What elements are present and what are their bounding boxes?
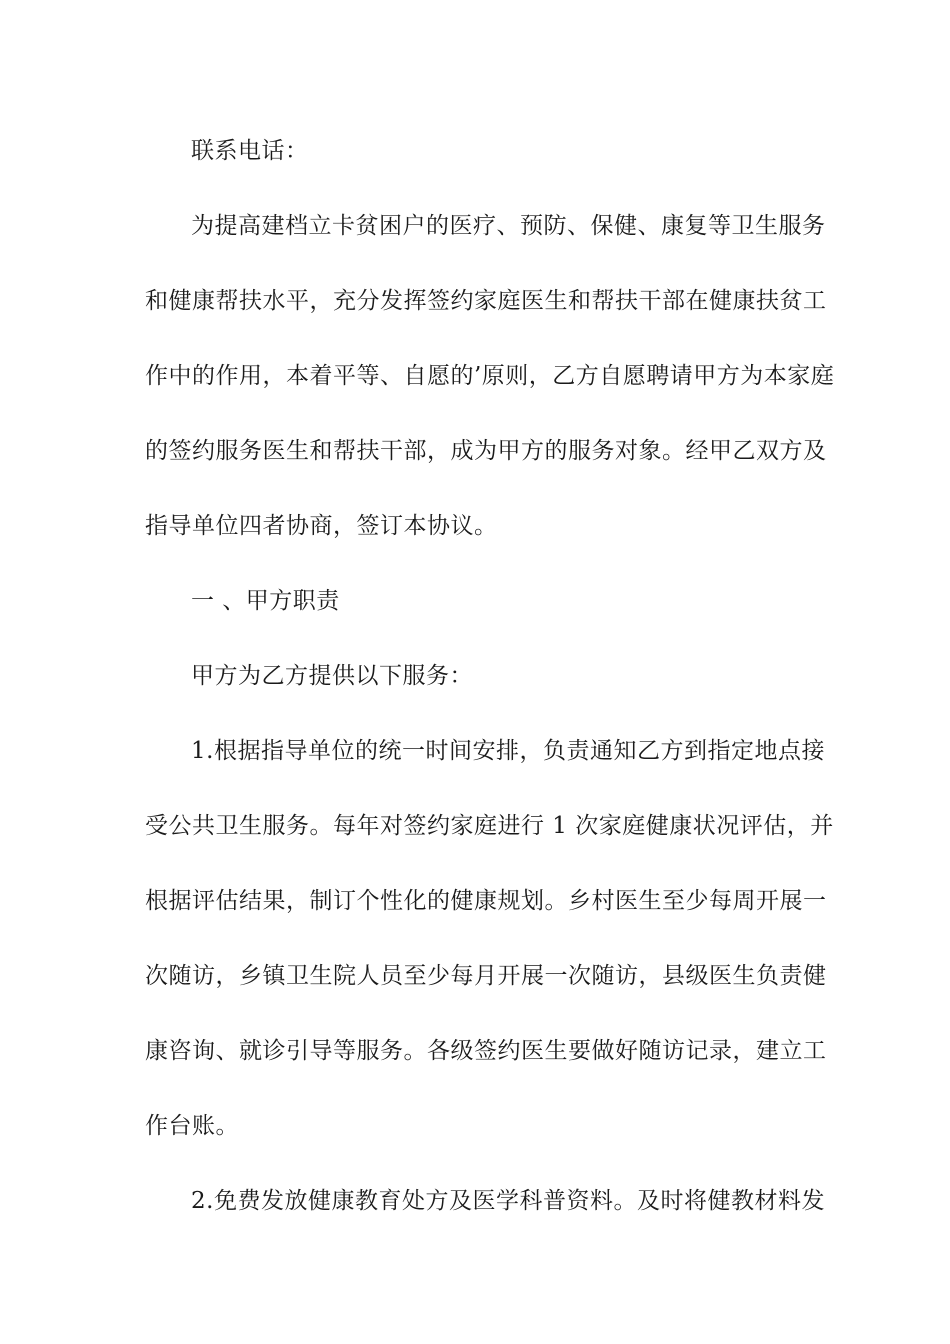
paragraph-line: 作中的作用，本着平等、自愿的’原则，乙方自愿聘请甲方为本家庭 [145,363,835,389]
list-item-line: 受公共卫生服务。每年对签约家庭进行 1 次家庭健康状况评估，并 [145,813,834,839]
section-heading: 一 、甲方职责 [191,588,340,614]
list-item-line: 次随访，乡镇卫生院人员至少每月开展一次随访，县级医生负责健 [145,963,827,989]
paragraph-line: 的签约服务医生和帮扶干部，成为甲方的服务对象。经甲乙双方及 [145,438,827,464]
contact-phone-label: 联系电话： [191,138,309,164]
paragraph-line: 指导单位四者协商，签订本协议。 [145,513,498,539]
paragraph-line: 和健康帮扶水平，充分发挥签约家庭医生和帮扶干部在健康扶贫工 [145,288,827,314]
paragraph-line: 甲方为乙方提供以下服务： [191,663,473,689]
paragraph-line: 为提高建档立卡贫困户的医疗、预防、保健、康复等卫生服务 [191,213,826,239]
list-item-line: 1.根据指导单位的统一时间安排，负责通知乙方到指定地点接 [191,738,825,764]
list-item-line: 康咨询、就诊引导等服务。各级签约医生要做好随访记录，建立工 [145,1038,827,1064]
list-item-line: 作台账。 [145,1113,239,1139]
list-item-line: 根据评估结果，制订个性化的健康规划。乡村医生至少每周开展一 [145,888,827,914]
list-item-line: 2.免费发放健康教育处方及医学科普资料。及时将健教材料发 [191,1188,825,1214]
